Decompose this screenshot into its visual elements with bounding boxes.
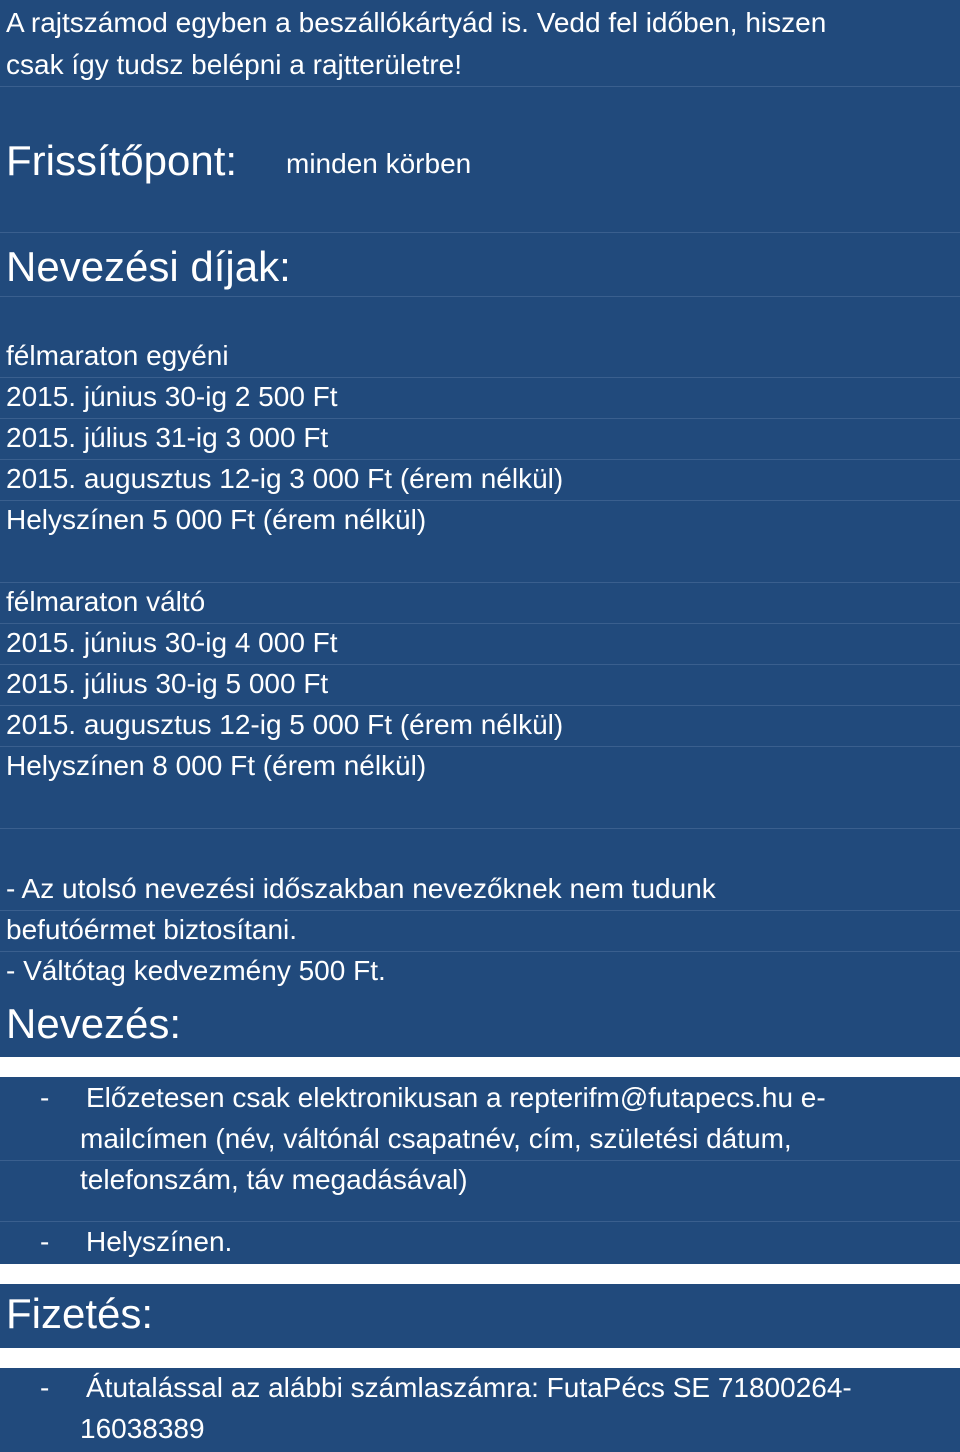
row-divider — [0, 500, 960, 501]
fees-heading: Nevezési díjak: — [6, 243, 291, 290]
row-divider — [0, 296, 960, 297]
row-divider — [0, 828, 960, 829]
list-bullet: - — [40, 1226, 50, 1257]
payment-heading: Fizetés: — [6, 1290, 154, 1337]
intro-line-2: csak így tudsz belépni a rajtterületre! — [6, 49, 463, 80]
fees-note: befutóérmet biztosítani. — [6, 914, 298, 945]
row-divider — [0, 746, 960, 747]
fee-line: Helyszínen 5 000 Ft (érem nélkül) — [6, 504, 427, 535]
fee-line: Helyszínen 8 000 Ft (érem nélkül) — [6, 750, 427, 781]
entry-line: Előzetesen csak elektronikusan a repterifm@futapecs.hu e- — [86, 1082, 826, 1113]
row-divider — [0, 664, 960, 665]
refresh-heading: Frissítőpont: — [6, 137, 238, 184]
row-divider — [0, 232, 960, 233]
list-bullet: - — [40, 1372, 50, 1403]
row-divider — [0, 377, 960, 378]
fees-note: - Váltótag kedvezmény 500 Ft. — [6, 955, 386, 986]
entry-line: Helyszínen. — [86, 1226, 233, 1257]
fee-line: 2015. augusztus 12-ig 5 000 Ft (érem nélkül) — [6, 709, 564, 740]
row-divider — [0, 623, 960, 624]
entry-heading: Nevezés: — [6, 1000, 182, 1047]
fees-note: - Az utolsó nevezési időszakban nevezőknek nem tudunk — [6, 873, 716, 904]
row-divider — [0, 582, 960, 583]
list-bullet: - — [40, 1082, 50, 1113]
entry-line: telefonszám, táv megadásával) — [80, 1164, 468, 1195]
refresh-detail: minden körben — [286, 148, 472, 179]
fee-line: 2015. július 31-ig 3 000 Ft — [6, 422, 329, 453]
entry-line: mailcímen (név, váltónál csapatnév, cím, születési dátum, — [80, 1123, 792, 1154]
fees-individual-title: félmaraton egyéni — [6, 340, 229, 371]
intro-line-1: A rajtszámod egyben a beszállókártyád is. Vedd fel időben, hiszen — [6, 7, 827, 38]
row-divider — [0, 86, 960, 87]
row-divider — [0, 1160, 960, 1161]
fee-line: 2015. augusztus 12-ig 3 000 Ft (érem nélkül) — [6, 463, 564, 494]
fee-line: 2015. július 30-ig 5 000 Ft — [6, 668, 329, 699]
fee-line: 2015. június 30-ig 2 500 Ft — [6, 381, 338, 412]
fees-relay-title: félmaraton váltó — [6, 586, 206, 617]
row-divider — [0, 951, 960, 952]
row-divider — [0, 459, 960, 460]
fee-line: 2015. június 30-ig 4 000 Ft — [6, 627, 338, 658]
payment-line: 16038389 — [80, 1413, 205, 1444]
row-divider — [0, 1221, 960, 1222]
row-divider — [0, 418, 960, 419]
row-divider — [0, 705, 960, 706]
row-divider — [0, 910, 960, 911]
payment-line: Átutalással az alábbi számlaszámra: FutaPécs SE 71800264- — [86, 1372, 852, 1403]
